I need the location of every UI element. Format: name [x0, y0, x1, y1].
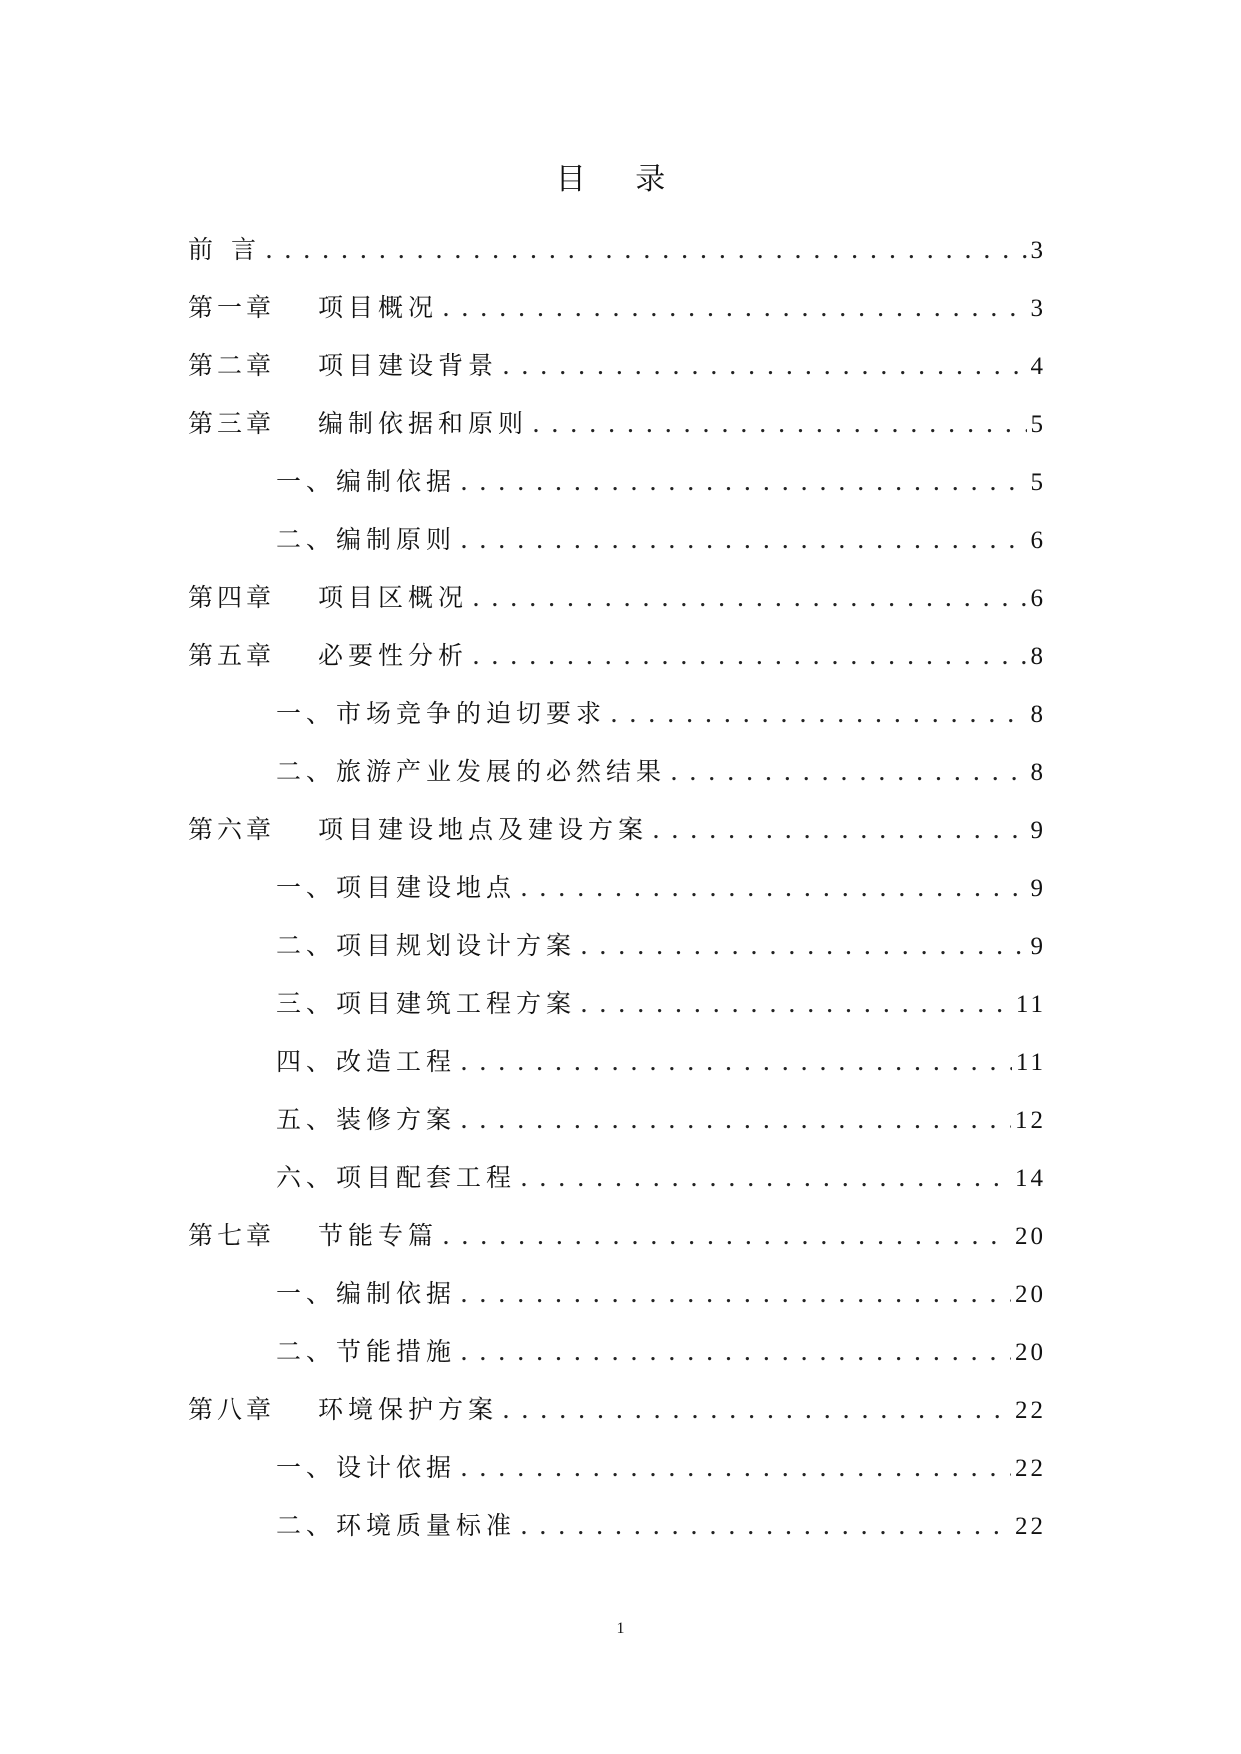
toc-entry[interactable] [188, 984, 1046, 1042]
toc-chapter-label: 第二章 [188, 351, 276, 380]
toc-entry[interactable] [188, 1100, 1046, 1158]
toc-entry[interactable] [188, 520, 1046, 578]
toc-entry[interactable] [188, 404, 1046, 462]
toc-page-number: 11 [1015, 991, 1046, 1018]
toc-entry[interactable] [188, 288, 1046, 346]
toc-entry[interactable] [188, 636, 1046, 694]
toc-entry-title: 一、编制依据 [276, 1279, 457, 1308]
toc-chapter-label: 第七章 [188, 1221, 276, 1250]
toc-entry[interactable] [188, 578, 1046, 636]
toc-chapter-label: 第一章 [188, 293, 276, 322]
toc-page-number: 14 [1015, 1165, 1046, 1192]
toc-page-number: 20 [1015, 1223, 1046, 1250]
dot-leader [265, 230, 1027, 270]
dot-leader [502, 346, 1026, 386]
dot-leader [532, 404, 1026, 444]
toc-entry[interactable] [188, 230, 1046, 288]
dot-leader [610, 694, 1026, 734]
toc-chapter-label: 第八章 [188, 1395, 276, 1424]
toc-entry[interactable] [188, 346, 1046, 404]
toc-page-number: 9 [1030, 817, 1046, 844]
toc-entry-title: 一、编制依据 [276, 467, 457, 496]
toc-entry[interactable] [188, 868, 1046, 926]
toc-entry-title: 项目建设背景 [318, 351, 499, 380]
toc-page-number: 20 [1015, 1281, 1046, 1308]
toc-entry-title: 节能专篇 [318, 1221, 439, 1250]
toc-entry[interactable] [188, 1158, 1046, 1216]
toc-entry-title: 二、项目规划设计方案 [276, 931, 577, 960]
toc-page-number: 3 [1030, 237, 1046, 264]
toc-entry[interactable] [188, 1274, 1046, 1332]
toc-page-number: 9 [1030, 875, 1046, 902]
toc-entry-title: 二、环境质量标准 [276, 1511, 517, 1540]
toc-entry-title: 五、装修方案 [276, 1105, 457, 1134]
toc-entry-title: 三、项目建筑工程方案 [276, 989, 577, 1018]
dot-leader [670, 752, 1026, 792]
toc-entry-title: 环境保护方案 [318, 1395, 499, 1424]
dot-leader [460, 1100, 1011, 1140]
dot-leader [460, 1448, 1011, 1488]
toc-entry[interactable] [188, 462, 1046, 520]
dot-leader [520, 868, 1026, 908]
toc-page-number: 4 [1030, 353, 1046, 380]
dot-leader [502, 1390, 1011, 1430]
toc-entry[interactable] [188, 1448, 1046, 1506]
dot-leader [442, 1216, 1011, 1256]
toc-page-number: 20 [1015, 1339, 1046, 1366]
toc-heading: 目 录 [555, 162, 686, 197]
dot-leader [442, 288, 1026, 328]
dot-leader [472, 578, 1026, 618]
toc-page-number: 8 [1030, 643, 1046, 670]
toc-entry-title: 二、编制原则 [276, 525, 457, 554]
dot-leader [580, 984, 1012, 1024]
toc-entry-title: 编制依据和原则 [318, 409, 529, 438]
toc-entry-title: 一、市场竞争的迫切要求 [276, 699, 607, 728]
toc-entry-title: 必要性分析 [318, 641, 469, 670]
toc-page-number: 8 [1030, 701, 1046, 728]
dot-leader [460, 520, 1026, 560]
toc-page-number: 12 [1015, 1107, 1046, 1134]
toc-entry[interactable] [188, 1216, 1046, 1274]
toc-entry-title: 项目区概况 [318, 583, 469, 612]
toc-page-number: 6 [1030, 585, 1046, 612]
toc-entry-title: 六、项目配套工程 [276, 1163, 517, 1192]
toc-page-number: 8 [1030, 759, 1046, 786]
dot-leader [652, 810, 1026, 850]
dot-leader [580, 926, 1026, 966]
toc-chapter-label: 第六章 [188, 815, 276, 844]
toc-entry[interactable] [188, 1506, 1046, 1564]
toc-entry[interactable] [188, 694, 1046, 752]
toc-chapter-label: 第五章 [188, 641, 276, 670]
toc-entry-title: 二、旅游产业发展的必然结果 [276, 757, 667, 786]
toc-entry[interactable] [188, 810, 1046, 868]
toc-entry-title: 一、设计依据 [276, 1453, 457, 1482]
toc-page-number: 9 [1030, 933, 1046, 960]
page-number-footer: 1 [616, 1620, 625, 1637]
toc-entry-title: 前 言 [188, 235, 261, 264]
toc-page-number: 3 [1030, 295, 1046, 322]
toc-chapter-label: 第四章 [188, 583, 276, 612]
toc-page-number: 6 [1030, 527, 1046, 554]
dot-leader [520, 1158, 1011, 1198]
toc-entry-title: 二、节能措施 [276, 1337, 457, 1366]
toc-entry-title: 四、改造工程 [276, 1047, 457, 1076]
toc-entry-title: 项目建设地点及建设方案 [318, 815, 649, 844]
dot-leader [460, 1042, 1012, 1082]
toc-entry[interactable] [188, 752, 1046, 810]
table-of-contents [188, 230, 1046, 1564]
toc-chapter-label: 第三章 [188, 409, 276, 438]
toc-entry[interactable] [188, 926, 1046, 984]
dot-leader [460, 1332, 1011, 1372]
dot-leader [460, 1274, 1011, 1314]
toc-entry-title: 项目概况 [318, 293, 439, 322]
dot-leader [472, 636, 1026, 676]
dot-leader [520, 1506, 1011, 1546]
toc-page-number: 22 [1015, 1455, 1046, 1482]
toc-entry-title: 一、项目建设地点 [276, 873, 517, 902]
toc-entry[interactable] [188, 1332, 1046, 1390]
toc-page-number: 22 [1015, 1397, 1046, 1424]
toc-page-number: 11 [1015, 1049, 1046, 1076]
toc-page-number: 22 [1015, 1513, 1046, 1540]
toc-page-number: 5 [1030, 411, 1046, 438]
toc-page-number: 5 [1030, 469, 1046, 496]
toc-entry[interactable] [188, 1042, 1046, 1100]
dot-leader [460, 462, 1026, 502]
toc-entry[interactable] [188, 1390, 1046, 1448]
